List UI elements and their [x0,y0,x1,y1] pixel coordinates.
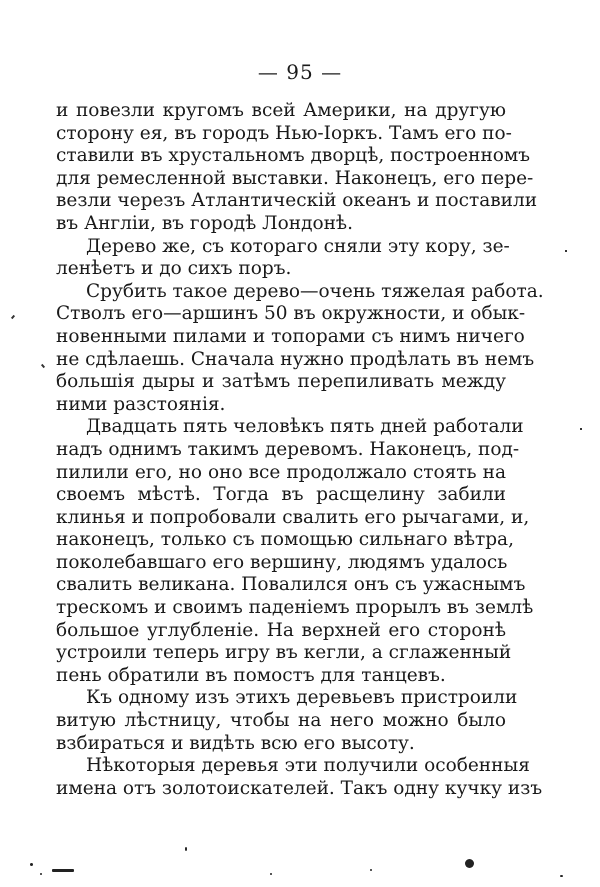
text-line: везли черезъ Атлантическій океанъ и поставили [56,190,538,212]
text-line: сторону ея, въ городъ Нью-Іоркъ. Тамъ его по- [56,122,512,144]
text-line: Стволъ его—аршинъ 50 въ окружности, и обык- [56,303,526,325]
text-line: пилили его, но оно все продолжало стоять на [56,461,506,483]
text-line: большое углубленіе. На верхней его сторонѣ [56,619,506,641]
text-line: ленѣетъ и до сихъ поръ. [56,258,292,280]
text-line: Срубить такое дерево—очень тяжелая работа. [86,280,544,302]
text-line: въ Англіи, въ городѣ Лондонѣ. [56,212,353,234]
text-line: и повезли кругомъ всей Америки, на другую [56,100,506,121]
text-line: поколебавшаго его вершину, людямъ удалось [56,551,508,573]
text-line: витую лѣстницу, чтобы на него можно было [56,710,506,732]
text-line: ставили въ хрустальномъ дворцѣ, построенномъ [56,145,531,167]
body-text [56,100,544,800]
text-line: для ремесленной выставки. Наконецъ, его пере- [56,167,534,189]
text-line: имена отъ золотоискателей. Такъ одну кучку изъ [56,777,543,799]
scan-noise [0,827,600,887]
text-line: новенными пилами и топорами съ нимъ ничего [56,325,525,347]
text-line: клинья и попробовали свалить его рычагами, и, [56,506,530,528]
scan-artifact [565,250,567,252]
text-line: не сдѣлаешь. Сначала нужно продѣлать въ немъ [56,348,535,370]
page-number: — 95 — [257,60,343,84]
text-line: Къ одному изъ этихъ деревьевъ пристроили [86,687,518,709]
text-line: надъ однимъ такимъ деревомъ. Наконецъ, под- [56,438,520,460]
text-line: большія дыры и затѣмъ перепиливать между [56,371,506,393]
text-line: наконецъ, только съ помощью сильнаго вѣтра, [56,529,514,551]
text-line: своемъ мѣстѣ. Тогда въ расщелину забили [56,484,506,506]
scan-artifact [41,364,45,368]
text-line: Двадцать пять человѣкъ пять дней работали [86,416,524,438]
text-line: ними разстоянія. [56,393,226,415]
text-line: устроили теперь игру въ кегли, а сглаженный [56,642,512,664]
text-line: Дерево же, съ котораго сняли эту кору, зе- [86,235,510,257]
scan-artifact [580,428,582,430]
text-line: свалить великана. Повалился онъ съ ужаснымъ [56,574,526,596]
text-line: взбираться и видѣть всю его высоту. [56,732,415,754]
text-line: пень обратили въ помостъ для танцевъ. [56,664,446,686]
scan-artifact [11,315,15,319]
text-line: трескомъ и своимъ паденіемъ прорылъ въ землѣ [56,597,534,619]
text-line: Нѣкоторыя деревья эти получили особенныя [86,755,530,777]
